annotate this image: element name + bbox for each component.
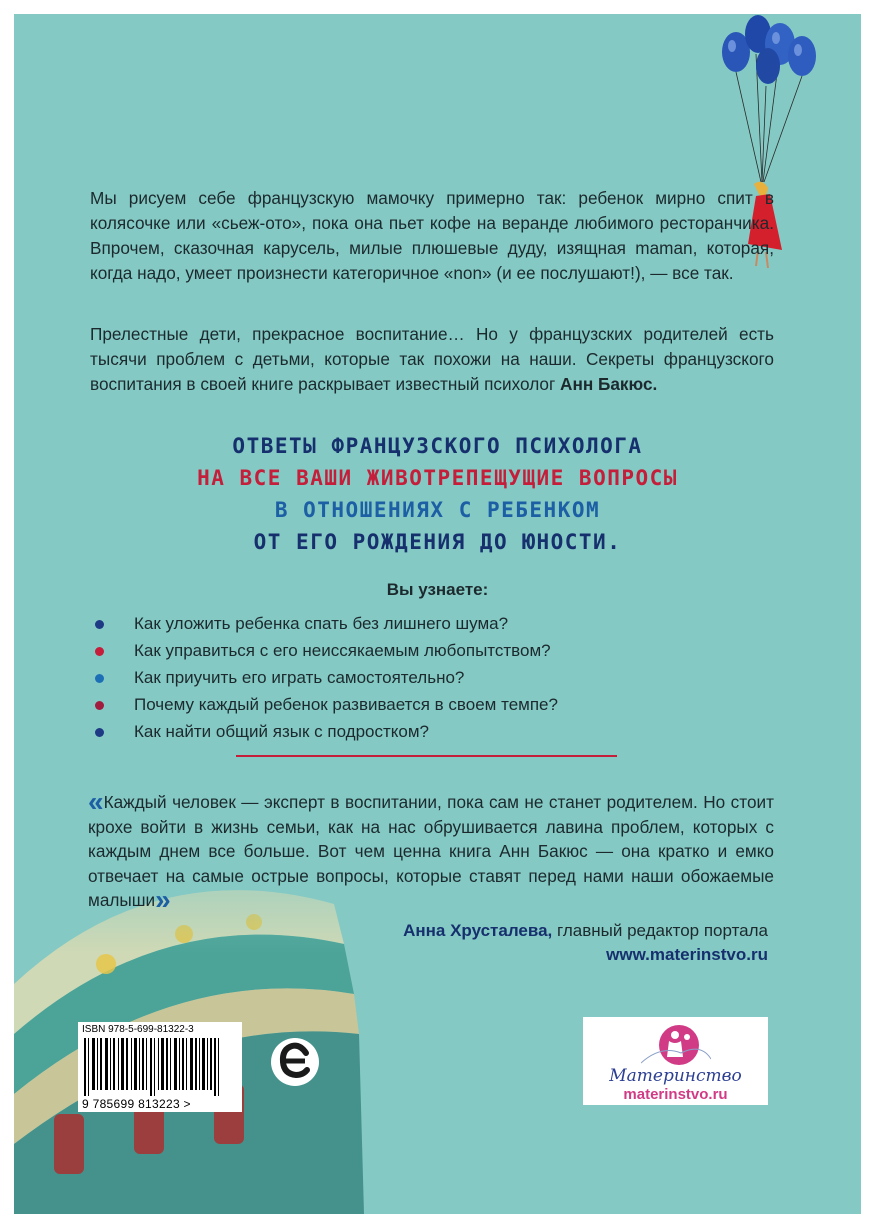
learn-title: Вы узнаете:: [386, 580, 489, 599]
barcode-digits: 9 785699 813223 >: [82, 1097, 191, 1111]
list-item-text: Как управиться с его неиссякаемым любопытством?: [134, 641, 551, 660]
list-item-text: Почему каждый ребенок развивается в своем темпе?: [134, 695, 558, 714]
bullet-dot-icon: [95, 728, 104, 737]
headline-line-1: ОТВЕТЫ ФРАНЦУЗСКОГО ПСИХОЛОГА: [232, 434, 643, 458]
bullet-dot-icon: [95, 620, 104, 629]
book-author-name: Анн Бакюс.: [560, 374, 658, 394]
quote-author-role: главный редактор портала: [552, 921, 768, 940]
barcode: [78, 1022, 242, 1112]
quote-open-mark: «: [88, 786, 104, 817]
quote-author-site: www.materinstvo.ru: [606, 945, 768, 964]
headline-line-2: НА ВСЕ ВАШИ ЖИВОТРЕПЕЩУЩИЕ ВОПРОСЫ: [197, 466, 678, 490]
quote-author: [403, 919, 768, 967]
list-item-text: Как приучить его играть самостоятельно?: [134, 668, 465, 687]
intro-paragraph-2: [90, 322, 774, 397]
mother-child-icon: [641, 1023, 711, 1069]
list-item-text: Как уложить ребенка спать без лишнего шума?: [134, 614, 509, 633]
review-quote: [88, 786, 774, 915]
bullet-dot-icon: [95, 701, 104, 710]
list-item-text: Как найти общий язык с подростком?: [134, 722, 429, 741]
partner-url: materinstvo.ru: [623, 1086, 728, 1103]
partner-script-name: Материнство: [609, 1066, 742, 1086]
isbn-text: ISBN 978-5-699-81322-3: [82, 1024, 194, 1035]
quote-text: Каждый человек — эксперт в воспитании, пока сам не станет родителем. Но стоит крохе войти в жизнь семьи, как на нас обрушивается лавина проблем, которых с каждым днем все больше. Вот чем ценна книга Анн Бакюс — она кратко и емко отвечает на самые острые вопросы, которые ставят перед нами наши обожаемые малыши: [88, 792, 774, 910]
book-back-cover: [14, 14, 861, 1214]
section-divider: [236, 755, 617, 757]
list-item: [92, 664, 558, 691]
headline-line-3: В ОТНОШЕНИЯХ С РЕБЕНКОМ: [274, 498, 601, 522]
barcode-bars: [84, 1038, 236, 1096]
list-item: [92, 691, 558, 718]
quote-author-name: Анна Хрусталева,: [403, 921, 553, 940]
list-item: [92, 637, 558, 664]
publisher-logo-icon: [270, 1034, 320, 1090]
quote-close-mark: »: [155, 884, 171, 915]
list-item: [92, 718, 558, 745]
learn-list: [92, 610, 558, 745]
partner-logo: [583, 1017, 768, 1105]
bullet-dot-icon: [95, 674, 104, 683]
list-item: [92, 610, 558, 637]
bullet-dot-icon: [95, 647, 104, 656]
intro-paragraph-2-text: Прелестные дети, прекрасное воспитание… Но у французских родителей есть тысячи проблем с детьми, которые так похожи на наши. Секреты французского воспитания в своей книге раскрывает известный психолог: [90, 324, 774, 394]
headline-line-4: ОТ ЕГО РОЖДЕНИЯ ДО ЮНОСТИ.: [253, 530, 622, 554]
intro-paragraph-1: Мы рисуем себе французскую мамочку примерно так: ребенок мирно спит в колясочке или «сьеж-ото», пока она пьет кофе на веранде любимого ресторанчика. Впрочем, сказочная карусель, милые плюшевые дуду, изящная maman, которая, когда надо, умеет произнести категоричное «non» (и ее послушают!), — все так.: [90, 188, 774, 283]
